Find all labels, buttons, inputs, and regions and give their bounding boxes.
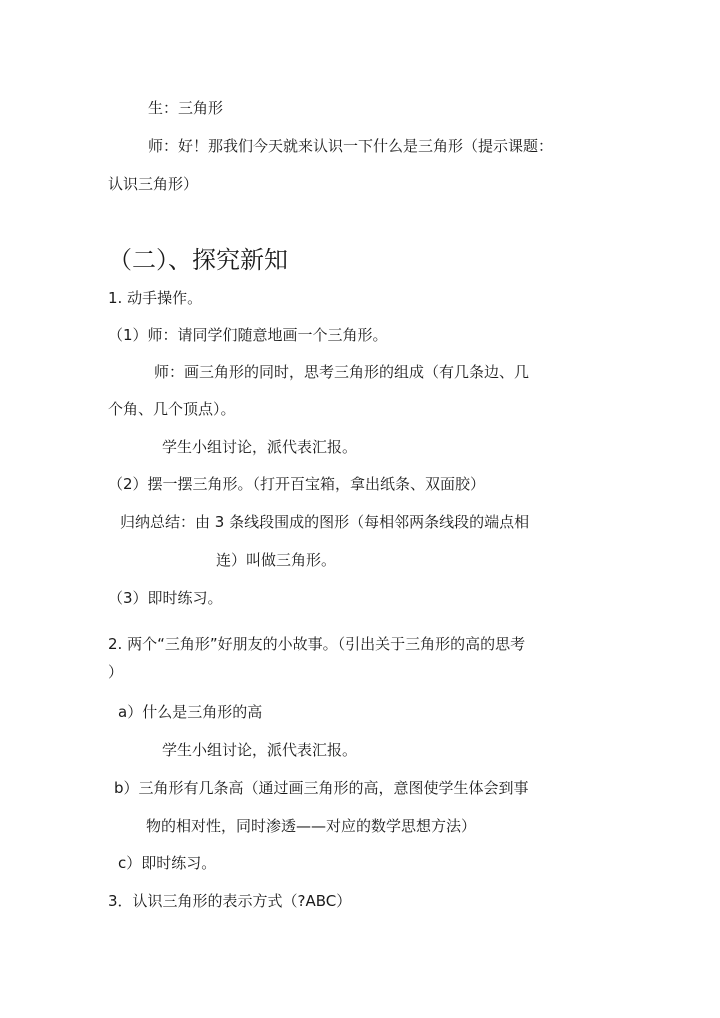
text-line-group-discussion-2: 学生小组讨论，派代表汇报。 — [162, 741, 358, 759]
text-line-summary: 归纳总结：由 3 条线段围成的图形（每相邻两条线段的端点相 — [120, 513, 530, 531]
section-heading: （二）、探究新知 — [108, 246, 288, 274]
text-line-item-1-3: （3）即时练习。 — [108, 589, 223, 607]
text-line-teacher-draw: 师：画三角形的同时，思考三角形的组成（有几条边、几 — [154, 363, 530, 381]
text-line-item-2-a: a）什么是三角形的高 — [118, 703, 263, 721]
text-line-item-2-b: b）三角形有几条高（通过画三角形的高，意图使学生体会到事 — [114, 779, 529, 797]
text-line-summary-cont: 连）叫做三角形。 — [216, 551, 337, 569]
text-line-item-2: 2. 两个“三角形”好朋友的小故事。（引出关于三角形的高的思考 — [108, 635, 526, 653]
text-line-teacher-draw-cont: 个角、几个顶点）。 — [108, 400, 236, 418]
text-line-topic: 认识三角形） — [108, 175, 199, 193]
text-line-item-1-2: （2）摆一摆三角形。（打开百宝箱，拿出纸条、双面胶） — [108, 475, 486, 493]
text-line-item-2-b-cont: 物的相对性，同时渗透——对应的数学思想方法） — [146, 817, 477, 835]
text-line-item-2-c: c）即时练习。 — [118, 854, 217, 872]
text-line-item-2-cont: ） — [108, 663, 124, 681]
text-line-item-1-1: （1）师：请同学们随意地画一个三角形。 — [108, 326, 388, 344]
text-line-teacher-intro: 师：好！那我们今天就来认识一下什么是三角形（提示课题： — [148, 137, 554, 155]
text-line-group-discussion: 学生小组讨论，派代表汇报。 — [162, 438, 358, 456]
text-line-student-answer: 生：三角形 — [148, 99, 224, 117]
text-line-item-3: 3．认识三角形的表示方式（?ABC） — [108, 892, 352, 910]
text-line-item-1: 1. 动手操作。 — [108, 289, 203, 307]
